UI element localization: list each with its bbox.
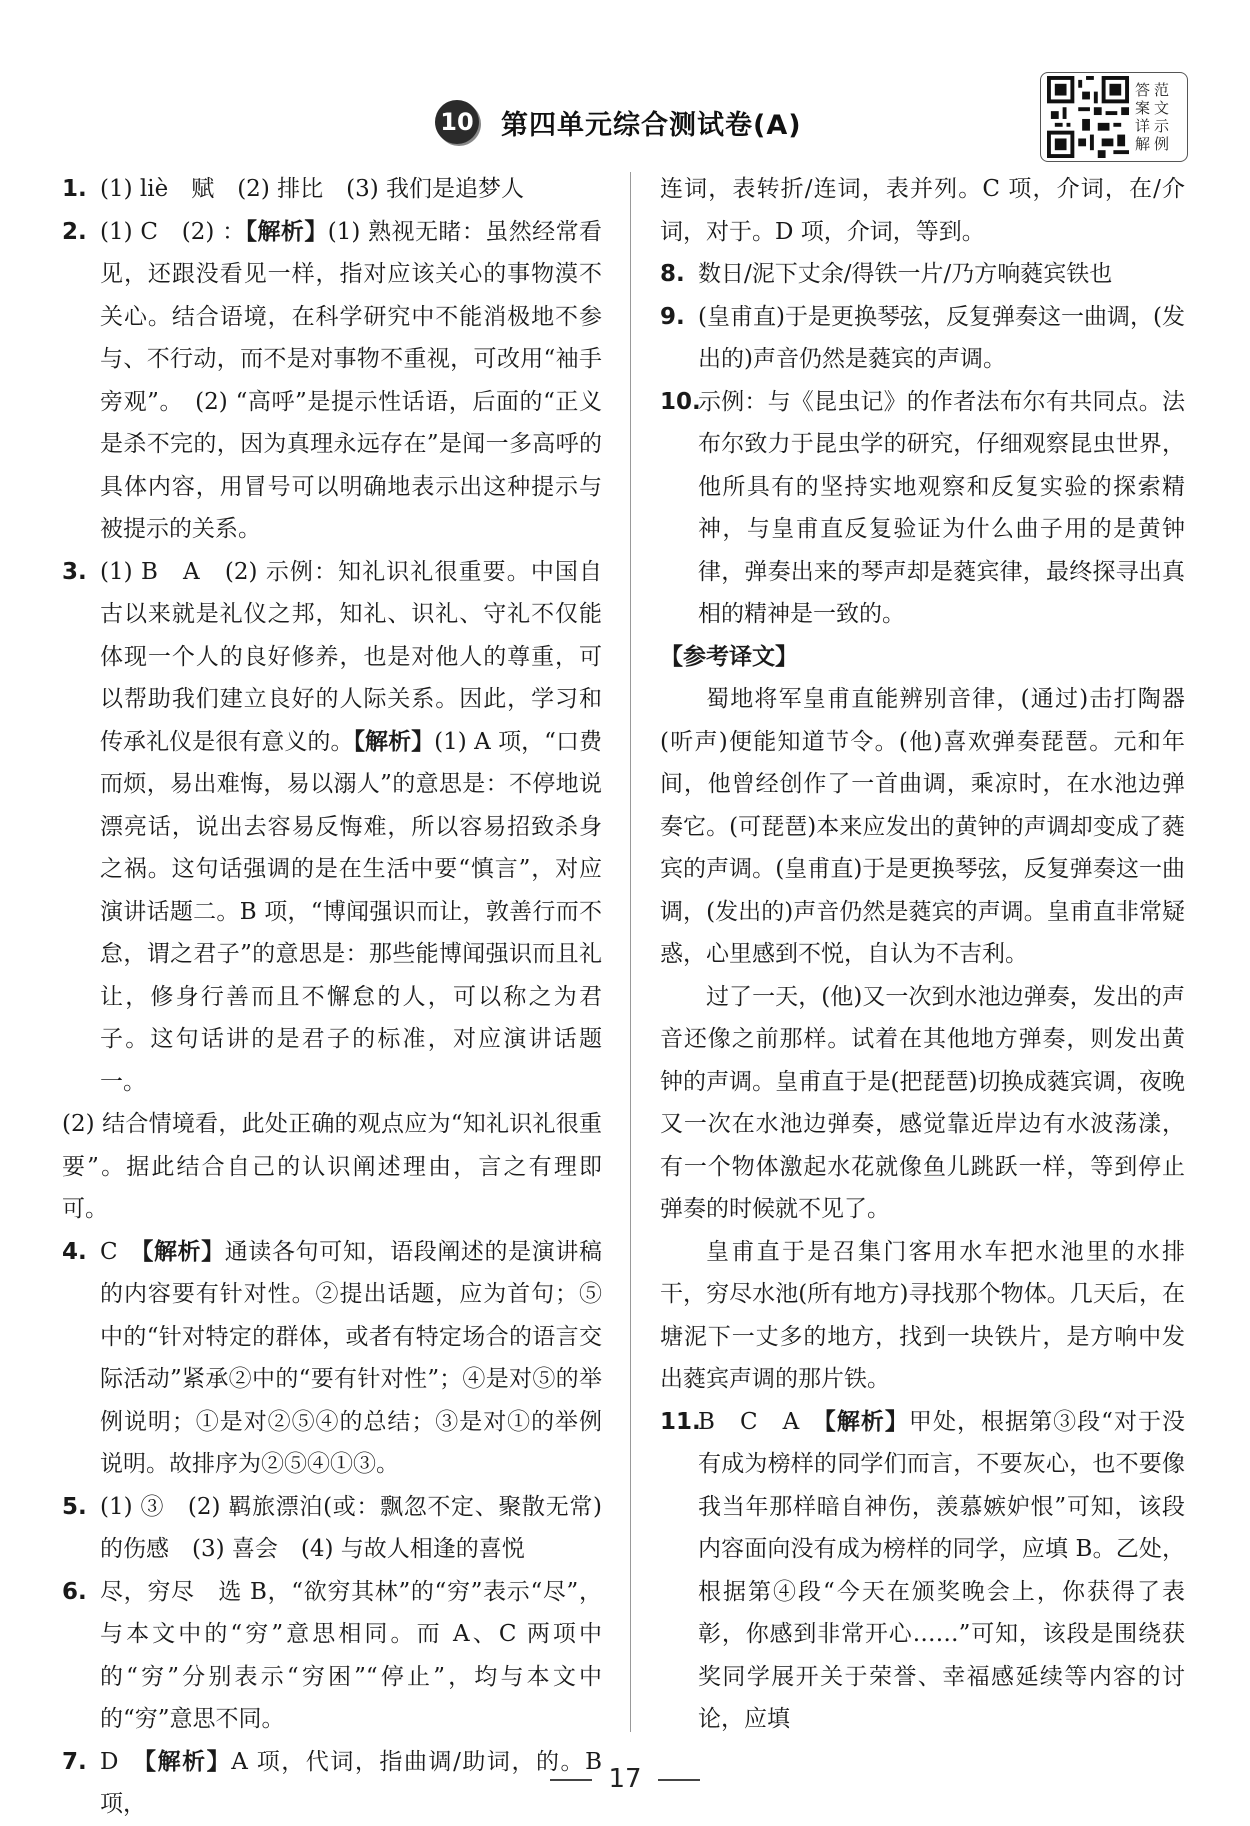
answer-11: 11. B C A 【解析】甲处，根据第③段“对于没有成为榜样的同学们而言，不要灰心，也不要像我当年那样暗自神伤，羡慕嫉妒恨”可知，该段内容面向没有成为榜样的同学，应填 B。乙处，根据第④段“今天在颁奖晚会上，你获得了表彰，你感到非常开心……”可知，该段是围绕获奖同学展开关于荣誉、幸福感延续等内容的讨论，应填 [660,1408,1185,1732]
translation-paragraph: 过了一天，(他)又一次到水池边弹奏，发出的声音还像之前那样。试着在其他地方弹奏，则发出黄钟的声调。皇甫直于是(把琵琶)切换成蕤宾调，夜晚又一次在水池边弹奏，感觉靠近岸边有水波荡漾，有一个物体激起水花就像鱼儿跳跃一样，等到停止弹奏的时候就不见了。 [660,983,1185,1222]
answer-7: 7. D 【解析】A 项，代词，指曲调/助词，的。B 项， [62,1748,602,1817]
left-column [62,168,602,1826]
title-block [435,100,802,144]
translation-heading: 【参考译文】 [660,643,798,670]
analysis-tag: 【解析】 [824,1408,909,1435]
answer-2: 2. (1) C (2) ：【解析】(1) 熟视无睹：虽然经常看见，还跟没看见一样，指对应该关心的事物漠不关心。结合语境，在科学研究中不能消极地不参与、不行动，而不是对事物不重视，可改用“袖手旁观”。 (2) “高呼”是提示性话语，后面的“正义是杀不完的，因为真理永远存在”是闻一多高呼的具体内容，用冒号可以明确地表示出这种提示与被提示的关系。 [62,218,602,542]
analysis-tag: 【解析】 [353,728,435,755]
answer-6: 6. 尽，穷尽 选 B，“欲穷其林”的“穷”表示“尽”，与本文中的“穷”意思相同。而 A、C 两项中的“穷”分别表示“穷困”“停止”，均与本文中的“穷”意思不同。 [62,1578,602,1732]
answer-8: 8. 数日/泥下丈余/得铁一片/乃方响蕤宾铁也 [660,261,1113,287]
answer-1: 1. (1) liè 赋 (2) 排比 (3) 我们是追梦人 [62,176,524,202]
answer-3: 3. (1) B A (2) 示例：知礼识礼很重要。中国自古以来就是礼仪之邦，知礼、识礼、守礼不仅能体现一个人的良好修养，也是对他人的尊重，可以帮助我们建立良好的人际关系。因此，学习和传承礼仪是很有意义的。【解析】(1) A 项，“口费而烦，易出难悔，易以溺人”的意思是：不停地说漂亮话，说出去容易反悔难，所以容易招致杀身之祸。这句话强调的是在生活中要“慎言”，对应演讲话题二。B 项，“博闻强识而让，敦善行而不怠，谓之君子”的意思是：那些能博闻强识而且礼让，修身行善而且不懈怠的人，可以称之为君子。这句话讲的是君子的标准，对应演讲话题一。 [62,558,603,1095]
translation-paragraph: 皇甫直于是召集门客用水车把水池里的水排干，穷尽水池(所有地方)寻找那个物体。几天后，在塘泥下一丈多的地方，找到一块铁片，是方响中发出蕤宾声调的那片铁。 [660,1238,1185,1392]
qr-panel[interactable] [1040,72,1188,162]
answer-5: 5. (1) ③ (2) 羁旅漂泊(或：飘忽不定、聚散无常)的伤感 (3) 喜会 (4) 与故人相逢的喜悦 [62,1493,602,1562]
analysis-tag: 【解析】 [245,218,328,245]
page-number: 17 [608,1764,642,1794]
qr-code-icon[interactable] [1047,76,1129,158]
right-column [660,168,1185,1741]
qr-label-answers: 答 案 详 解 [1135,81,1151,153]
qr-label-samples: 范 文 示 例 [1154,81,1170,153]
unit-badge: 10 [435,100,479,144]
answer-3-part-2: (2) 结合情境看，此处正确的观点应为“知礼识礼很重要”。据此结合自己的认识阐述理由，言之有理即可。 [62,1111,602,1222]
page-footer [0,1764,1250,1794]
footer-dash-left [550,1779,592,1781]
footer-dash-right [658,1779,700,1781]
translation-paragraph: 蜀地将军皇甫直能辨别音律，(通过)击打陶器(听声)便能知道节令。(他)喜欢弹奏琵琶。元和年间，他曾经创作了一首曲调，乘凉时，在水池边弹奏它。(可琵琶)本来应发出的黄钟的声调却变成了蕤宾的声调。(皇甫直)于是更换琴弦，反复弹奏这一曲调，(发出的)声音仍然是蕤宾的声调。皇甫直非常疑惑，心里感到不悦，自认为不吉利。 [660,686,1185,967]
qr-labels [1135,81,1169,153]
answer-7-continued: 连词，表转折/连词，表并列。C 项，介词，在/介词，对于。D 项，介词，等到。 [660,176,1185,245]
column-divider [630,172,631,1732]
analysis-tag: 【解析】 [144,1748,232,1775]
analysis-tag: 【解析】 [141,1238,225,1265]
answer-10: 10. 示例：与《昆虫记》的作者法布尔有共同点。法布尔致力于昆虫学的研究，仔细观察昆虫世界，他所具有的坚持实地观察和反复实验的探索精神，与皇甫直反复验证为什么曲子用的是黄钟律，弹奏出来的琴声却是蕤宾律，最终探寻出真相的精神是一致的。 [660,388,1185,627]
answer-4: 4. C 【解析】通读各句可知，语段阐述的是演讲稿的内容要有针对性。②提出话题，应为首句；⑤中的“针对特定的群体，或者有特定场合的语言交际活动”紧承②中的“要有针对性”；④是对⑤的举例说明；①是对②⑤④的总结；③是对①的举例说明。故排序为②⑤④①③。 [62,1238,603,1477]
answer-9: 9. (皇甫直)于是更换琴弦，反复弹奏这一曲调，(发出的)声音仍然是蕤宾的声调。 [660,303,1185,372]
page-title: 第四单元综合测试卷(A) [501,109,802,141]
